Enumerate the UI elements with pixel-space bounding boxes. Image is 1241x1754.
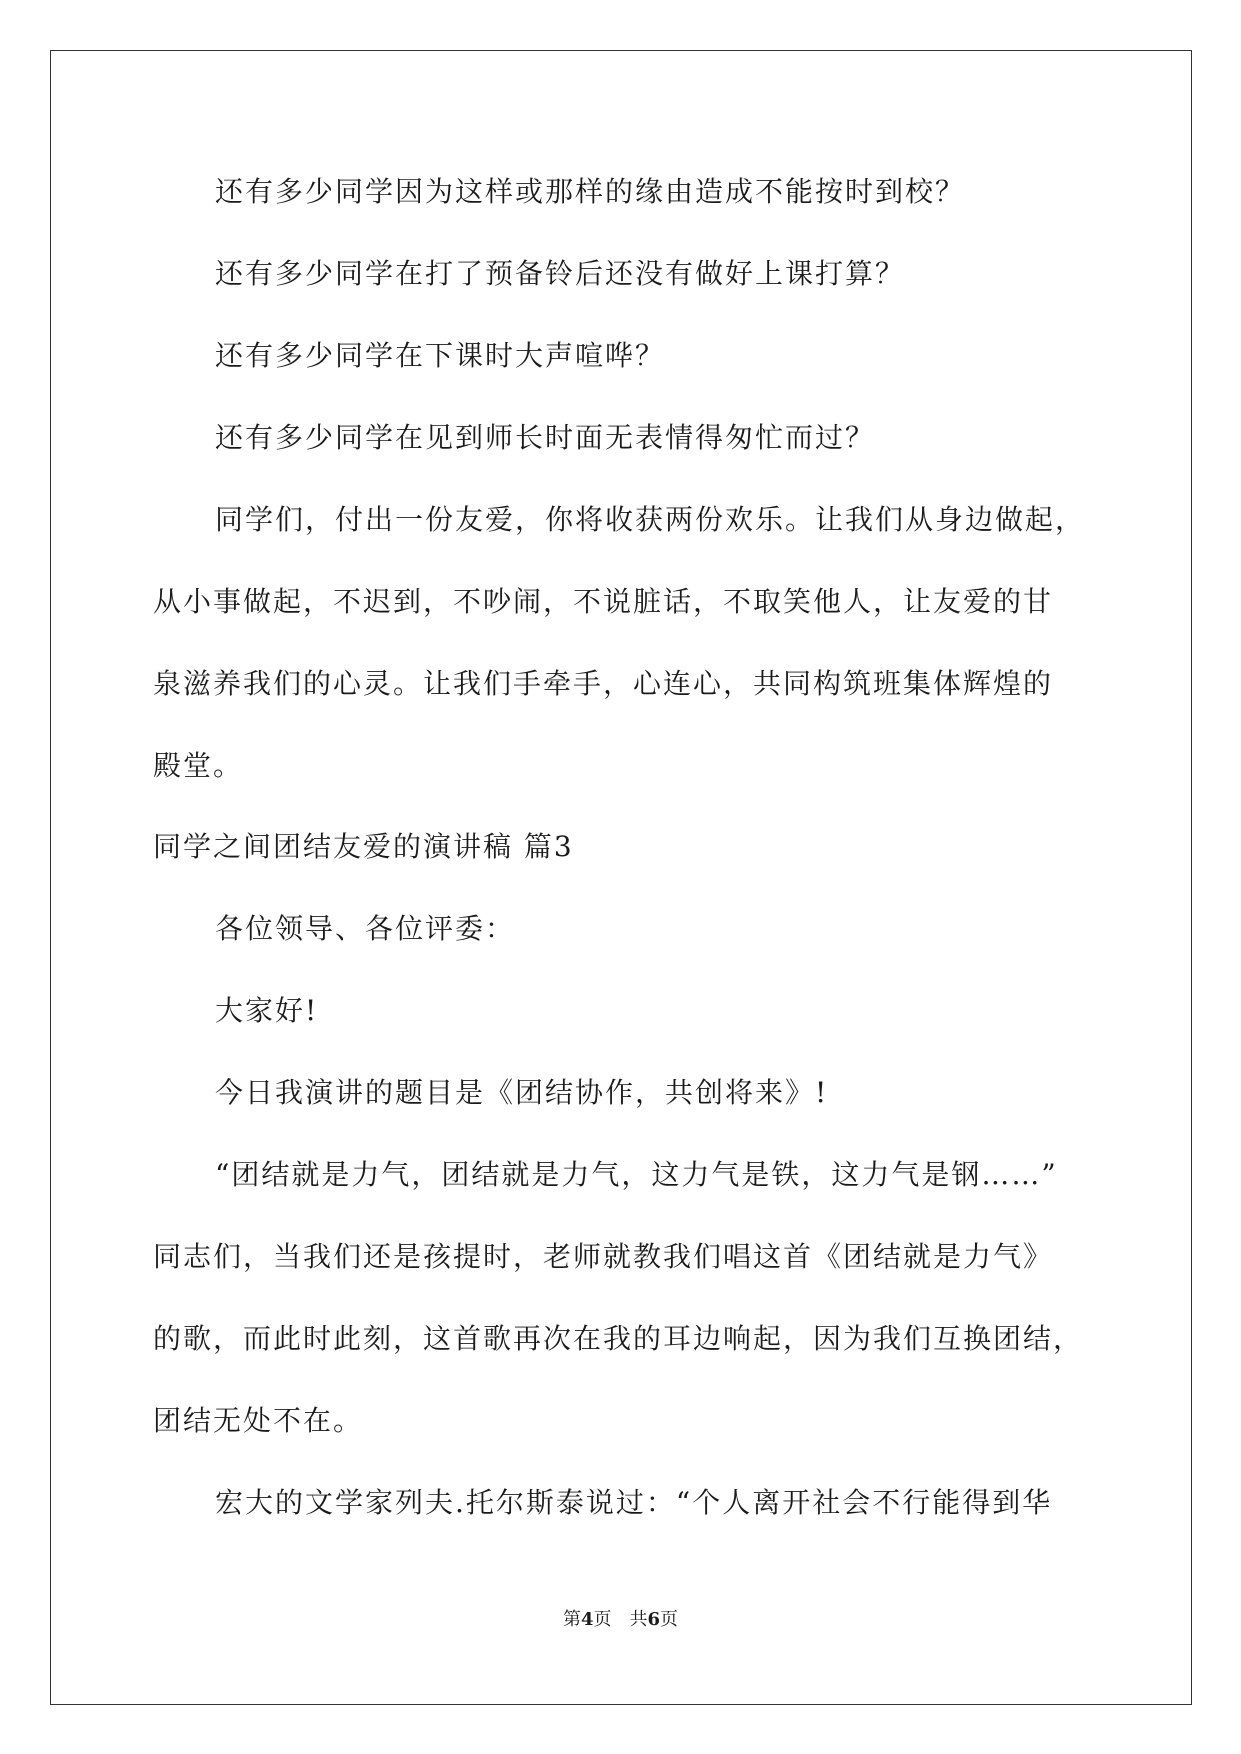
paragraph-line: 团结无处不在。 [153, 1404, 364, 1437]
paragraph-line: 大家好! [215, 994, 319, 1027]
page-footer [0, 1608, 1241, 1632]
paragraph-line: 还有多少同学在见到师长时面无表情得匆忙而过？ [215, 421, 876, 454]
total-pages-number: 6 [647, 1609, 661, 1630]
paragraph-line: 同志们，当我们还是孩提时，老师就教我们唱这首《团结就是力气》 [153, 1240, 1054, 1273]
paragraph-line: “团结就是力气，团结就是力气，这力气是铁，这力气是钢……” [215, 1158, 1058, 1191]
paragraph-line: 各位领导、各位评委： [215, 912, 516, 945]
page-mid: 页 共 [593, 1609, 648, 1630]
paragraph-line: 宏大的文学家列夫.托尔斯泰说过：“个人离开社会不行能得到华 [215, 1486, 1053, 1519]
paragraph-line: 同学们，付出一份友爱，你将收获两份欢乐。让我们从身边做起， [215, 503, 1086, 536]
paragraph-line: 今日我演讲的题目是《团结协作，共创将来》! [215, 1076, 829, 1109]
current-page-number: 4 [580, 1609, 594, 1630]
paragraph-line: 还有多少同学在打了预备铃后还没有做好上课打算？ [215, 257, 906, 290]
paragraph-line: 从小事做起，不迟到，不吵闹，不说脏话，不取笑他人，让友爱的甘 [153, 585, 1054, 618]
paragraph-line: 殿堂。 [153, 749, 244, 782]
page-border [50, 50, 1192, 1705]
page-suffix: 页 [660, 1609, 679, 1630]
paragraph-line: 泉滋养我们的心灵。让我们手牵手，心连心，共同构筑班集体辉煌的 [153, 667, 1054, 700]
section-heading: 同学之间团结友爱的演讲稿 篇3 [153, 830, 574, 863]
page-prefix: 第 [562, 1609, 581, 1630]
paragraph-line: 还有多少同学因为这样或那样的缘由造成不能按时到校？ [215, 175, 966, 208]
paragraph-line: 的歌，而此时此刻，这首歌再次在我的耳边响起，因为我们互换团结， [153, 1322, 1084, 1355]
paragraph-line: 还有多少同学在下课时大声喧哗？ [215, 339, 666, 372]
